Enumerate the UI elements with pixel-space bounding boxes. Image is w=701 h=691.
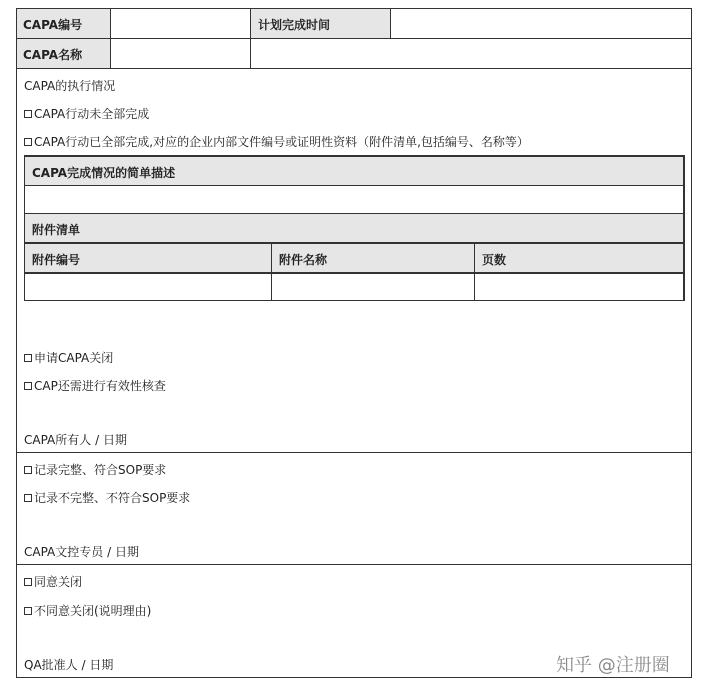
checkbox-icon[interactable] [24,110,32,118]
inner-col-2 [474,243,475,301]
option-disagree-close-label: 不同意关闭(说明理由) [34,604,152,618]
checkbox-icon[interactable] [24,494,32,502]
checkbox-icon[interactable] [24,578,32,586]
checkbox-icon[interactable] [24,138,32,146]
inner-columns-bottom [24,272,684,274]
option-disagree-close[interactable] [24,602,151,619]
frame-left [16,8,17,678]
header-bottom [16,68,692,69]
capa-no-label: CAPA编号 [23,18,83,32]
summary-header: CAPA完成情况的简单描述 [32,166,176,180]
capa-name-label: CAPA名称 [23,48,83,62]
option-verify[interactable] [24,377,166,394]
option-complete[interactable] [24,133,529,150]
watermark: 知乎 @注册圈 [556,655,670,676]
option-record-incomplete[interactable] [24,489,190,506]
frame-top [16,8,692,9]
option-record-complete[interactable] [24,461,166,478]
inner-right [683,155,685,301]
inner-bottom [24,300,684,301]
section-divider-1 [16,452,692,453]
option-complete-label: CAPA行动已全部完成,对应的企业内部文件编号或证明性资料（附件清单,包括编号、名称等） [34,135,529,149]
header-col-1 [110,8,111,69]
frame-bottom [16,677,692,678]
checkbox-icon[interactable] [24,466,32,474]
column-header-pages: 页数 [482,253,507,267]
attachment-columns-row [24,243,683,272]
option-apply-close[interactable] [24,349,113,366]
qa-approver-signoff: QA批准人 / 日期 [24,658,114,672]
checkbox-icon[interactable] [24,354,32,362]
option-record-complete-label: 记录完整、符合SOP要求 [34,463,167,477]
option-record-incomplete-label: 记录不完整、不符合SOP要求 [34,491,191,505]
attachments-header-cell [24,213,683,242]
option-agree-close[interactable] [24,573,82,590]
option-incomplete-label: CAPA行动未全部完成 [34,107,150,121]
header-col-3 [390,8,391,39]
checkbox-icon[interactable] [24,382,32,390]
attachments-header: 附件清单 [32,223,81,237]
inner-top [24,155,684,157]
header-row-divider [16,38,692,39]
column-header-attachment-name: 附件名称 [279,253,328,267]
execution-title: CAPA的执行情况 [24,79,116,93]
inner-summary-bottom [24,185,684,186]
inner-summary-value-bottom [24,213,684,214]
doc-control-signoff: CAPA文控专员 / 日期 [24,545,139,559]
option-agree-close-label: 同意关闭 [34,575,83,589]
checkbox-icon[interactable] [24,607,32,615]
header-col-2 [250,8,251,69]
planned-date-label: 计划完成时间 [258,18,331,32]
option-apply-close-label: 申请CAPA关闭 [34,351,114,365]
inner-attach-header-bottom [24,242,684,244]
column-header-attachment-no: 附件编号 [32,253,81,267]
option-incomplete[interactable] [24,105,149,122]
inner-left [24,155,25,301]
inner-col-1 [271,243,272,301]
frame-right [691,8,692,678]
section-divider-2 [16,564,692,565]
option-verify-label: CAP还需进行有效性核查 [34,379,166,393]
capa-owner-signoff: CAPA所有人 / 日期 [24,433,127,447]
